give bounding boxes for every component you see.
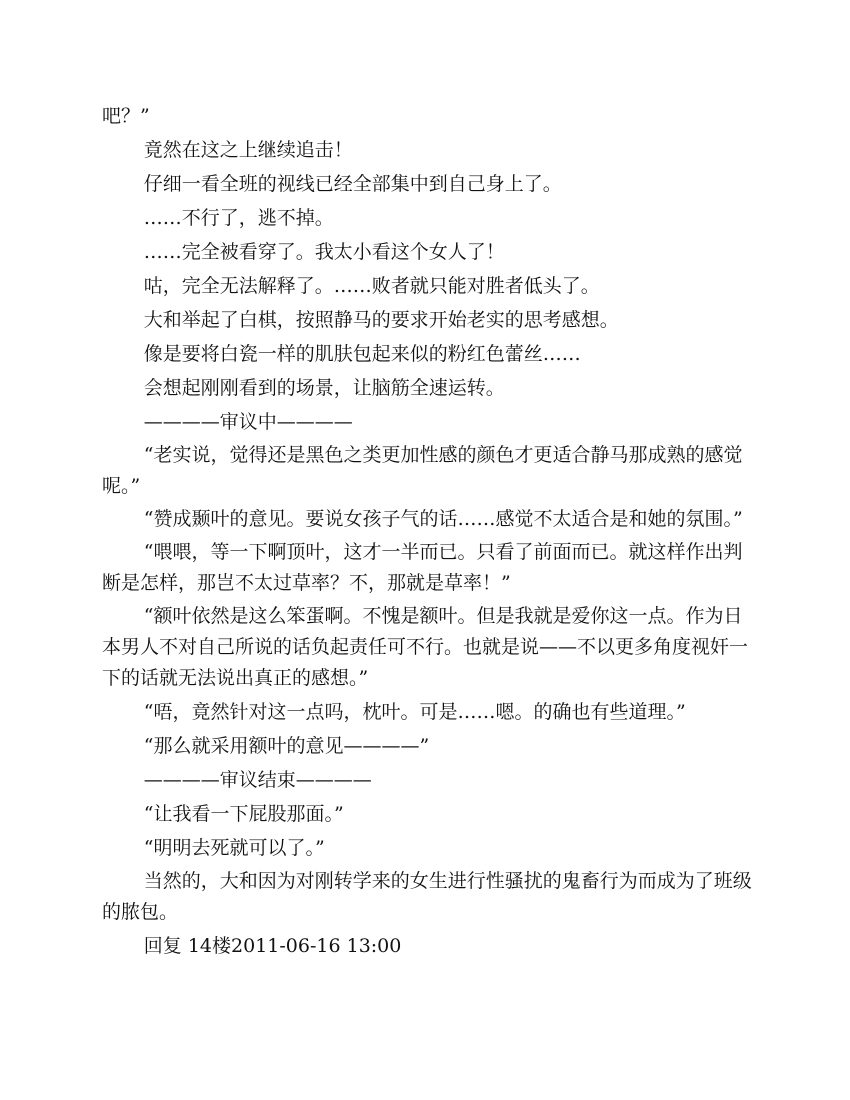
paragraph-16: “那么就采用额叶的意见————” (143, 735, 430, 757)
paragraph-1: 吧？” (102, 105, 150, 127)
paragraph-8: 像是要将白瓷一样的肌肤包起来似的粉红色蕾丝…… (143, 343, 581, 365)
paragraph-19: “明明去死就可以了。” (143, 837, 325, 859)
paragraph-20: 当然的，大和因为对刚转学来的女生进行性骚扰的鬼畜行为而成为了班级的脓包。 (102, 870, 752, 923)
paragraph-11: “老实说，觉得还是黑色之类更加性感的颜色才更适合静马那成熟的感觉呢。” (102, 444, 743, 497)
paragraph-14: “额叶依然是这么笨蛋啊。不愧是额叶。但是我就是爱你这一点。作为日本男人不对自己所说的话负起责任可不行。也就是说——不以更多角度视奸一下的话就无法说出真正的感想。” (102, 605, 749, 689)
section-divider-end: ————审议结束———— (143, 769, 372, 791)
paragraph-15: “唔，竟然针对这一点吗，枕叶。可是……嗯。的确也有些道理。” (143, 701, 686, 723)
paragraph-4: ……不行了，逃不掉。 (143, 207, 334, 229)
paragraph-6: 咕，完全无法解释了。……败者就只能对胜者低头了。 (143, 275, 600, 297)
section-divider-deliberation: ————审议中———— (143, 411, 353, 433)
paragraph-2: 竟然在这之上继续追击！ (143, 139, 353, 161)
paragraph-12: “赞成颞叶的意见。要说女孩子气的话……感觉不太适合是和她的氛围。” (143, 508, 743, 530)
paragraph-9: 会想起刚刚看到的场景，让脑筋全速运转。 (143, 377, 505, 399)
reply-footer: 回复 14楼2011-06-16 13:00 (143, 935, 402, 957)
paragraph-13: “喂喂，等一下啊顶叶，这才一半而已。只看了前面而已。就这样作出判断是怎样，那岂不太过草率？不，那就是草率！” (102, 541, 743, 594)
paragraph-18: “让我看一下屁股那面。” (143, 803, 344, 825)
paragraph-7: 大和举起了白棋，按照静马的要求开始老实的思考感想。 (143, 309, 619, 331)
paragraph-5: ……完全被看穿了。我太小看这个女人了！ (143, 241, 505, 263)
paragraph-3: 仔细一看全班的视线已经全部集中到自己身上了。 (143, 173, 562, 195)
document-page (102, 100, 752, 964)
